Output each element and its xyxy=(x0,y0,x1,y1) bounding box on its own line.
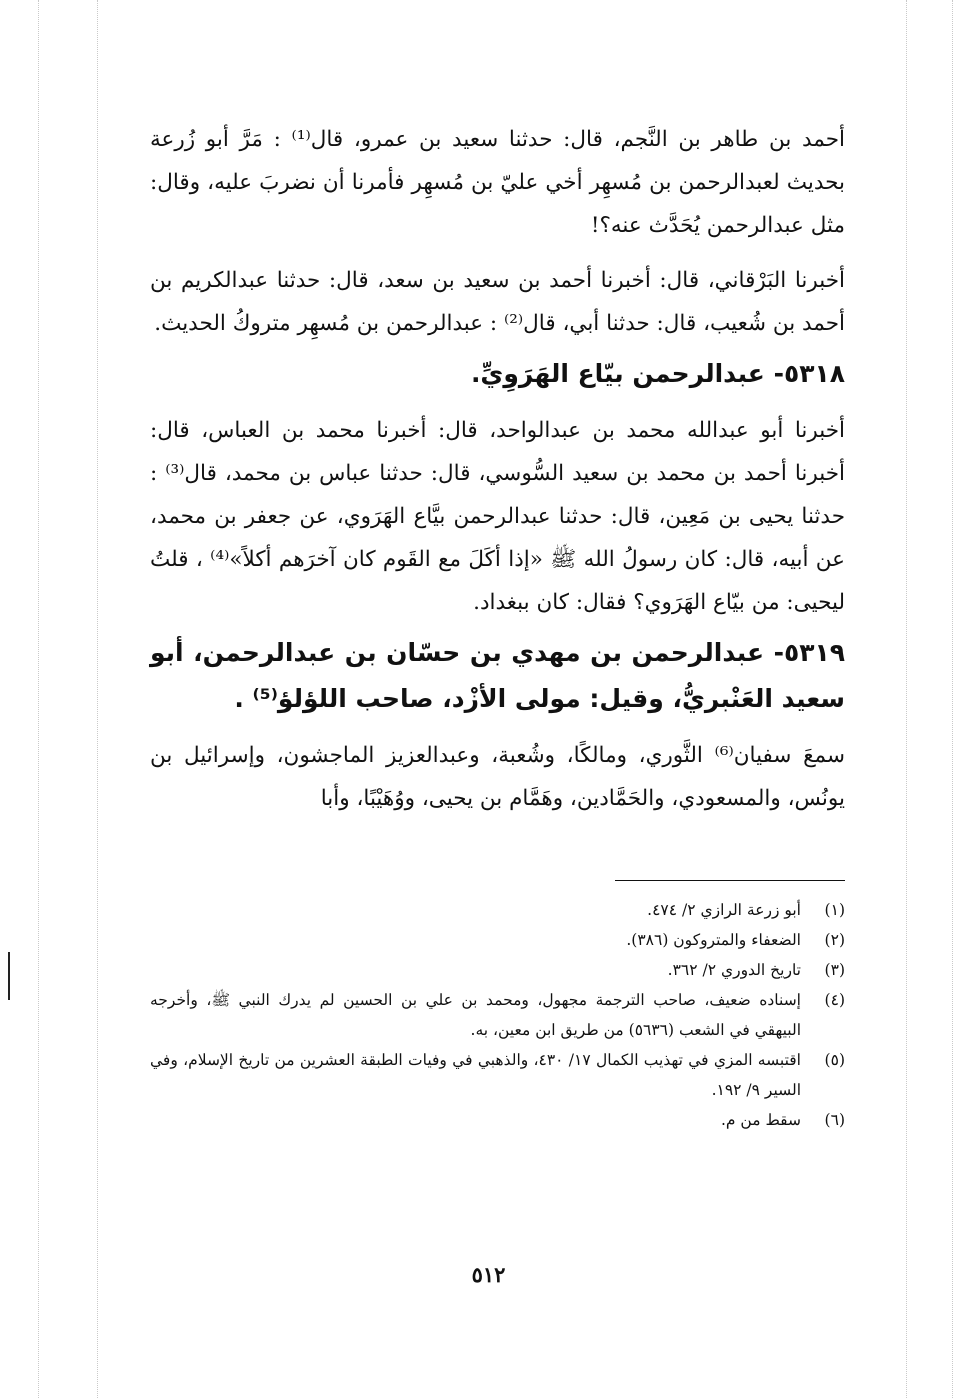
footnote-number: (١) xyxy=(824,901,845,919)
footnote-separator xyxy=(615,880,845,881)
footnote-number: (٥) xyxy=(824,1051,845,1069)
paragraph-4: سمعَ سفيان⁽⁶⁾ الثَّوري، ومالكًا، وشُعبة، وعبدالعزيز الماجشون، وإسرائيل بن يونُس، والمسعودي، والحَمَّادين، وهَمَّام بن يحيى، ووُهَيْبًا، وأبا xyxy=(150,743,845,811)
footnote-6 xyxy=(150,1105,845,1135)
footnote-text: سقط من م. xyxy=(720,1111,801,1129)
footnote-2 xyxy=(150,925,845,955)
footnote-text: أبو زرعة الرازي ٢/ ٤٧٤. xyxy=(647,901,801,919)
footnote-3 xyxy=(150,955,845,985)
paragraph-3: أخبرنا أبو عبدالله محمد بن عبدالواحد، قال: أخبرنا محمد بن العباس، قال: أخبرنا أحمد بن محمد بن سعيد السُّوسي، قال: حدثنا عباس بن محمد، قال⁽³⁾ : حدثنا يحيى بن مَعِين، قال: حدثنا عبدالرحمن بيَّاع الهَرَوي، عن جعفر بن محمد، عن أبيه، قال: كان رسولُ الله ﷺ «إذا أكَلَ مع القَوم كان آخرَهم أكلاً»⁽⁴⁾ ، قلتُ ليحيى: من بيّاع الهَرَوي؟ فقال: كان ببغداد. xyxy=(150,418,846,615)
footnote-4 xyxy=(150,985,845,1045)
page-body xyxy=(150,118,845,820)
paragraph-2: أخبرنا البَرْقاني، قال: أخبرنا أحمد بن سعيد بن سعد، قال: حدثنا عبدالكريم بن أحمد بن شُعيب، قال: حدثنا أبي، قال⁽²⁾ : عبدالرحمن بن مُسهِر متروكُ الحديث. xyxy=(150,268,845,336)
footnote-text: اقتبسه المزي في تهذيب الكمال ١٧/ ٤٣٠، والذهبي في وفيات الطبقة العشرين من تاريخ الإسلام، وفي السير ٩/ ١٩٢. xyxy=(150,1051,801,1099)
footnote-number: (٦) xyxy=(824,1111,845,1129)
footnote-text: تاريخ الدوري ٢/ ٣٦٢. xyxy=(667,961,801,979)
footnote-number: (٢) xyxy=(824,931,845,949)
scan-guide-line xyxy=(38,0,39,1398)
footnote-number: (٤) xyxy=(824,991,845,1009)
scan-guide-line xyxy=(97,0,98,1398)
paragraph-1: أحمد بن طاهر بن النَّجم، قال: حدثنا سعيد بن عمرو، قال⁽¹⁾ : مَرَّ أبو زُرعة بحديث لعبدالرحمن بن مُسهِر أخي عليّ بن مُسهِر فأمرنا أن نضربَ عليه، وقال: مثل عبدالرحمن يُحَدَّث عنه؟! xyxy=(150,127,845,238)
scan-edge-mark xyxy=(8,952,10,1000)
footnote-text: إسناده ضعيف، صاحب الترجمة مجهول، ومحمد بن علي بن الحسين لم يدرك النبي ﷺ، وأخرجه البيهقي في الشعب (٥٦٣٦) من طريق ابن معين، به. xyxy=(150,991,801,1039)
entry-heading-5318: ٥٣١٨- عبدالرحمن بيّاع الهَرَوِيِّ. xyxy=(470,359,845,388)
scan-guide-line xyxy=(906,0,907,1398)
footnote-1 xyxy=(150,895,845,925)
footnote-number: (٣) xyxy=(824,961,845,979)
entry-heading-5319: ٥٣١٩- عبدالرحمن بن مهدي بن حسّان بن عبدالرحمن، أبو سعيد العَنْبريُّ، وقيل: مولى الأزْد، صاحب اللؤلؤ⁽⁵⁾ . xyxy=(150,638,845,713)
page-number: ٥١٢ xyxy=(471,1262,506,1287)
footnotes xyxy=(150,895,845,1135)
footnote-5 xyxy=(150,1045,845,1105)
footnote-text: الضعفاء والمتروكون (٣٨٦). xyxy=(626,931,801,949)
scan-guide-line xyxy=(952,0,953,1398)
